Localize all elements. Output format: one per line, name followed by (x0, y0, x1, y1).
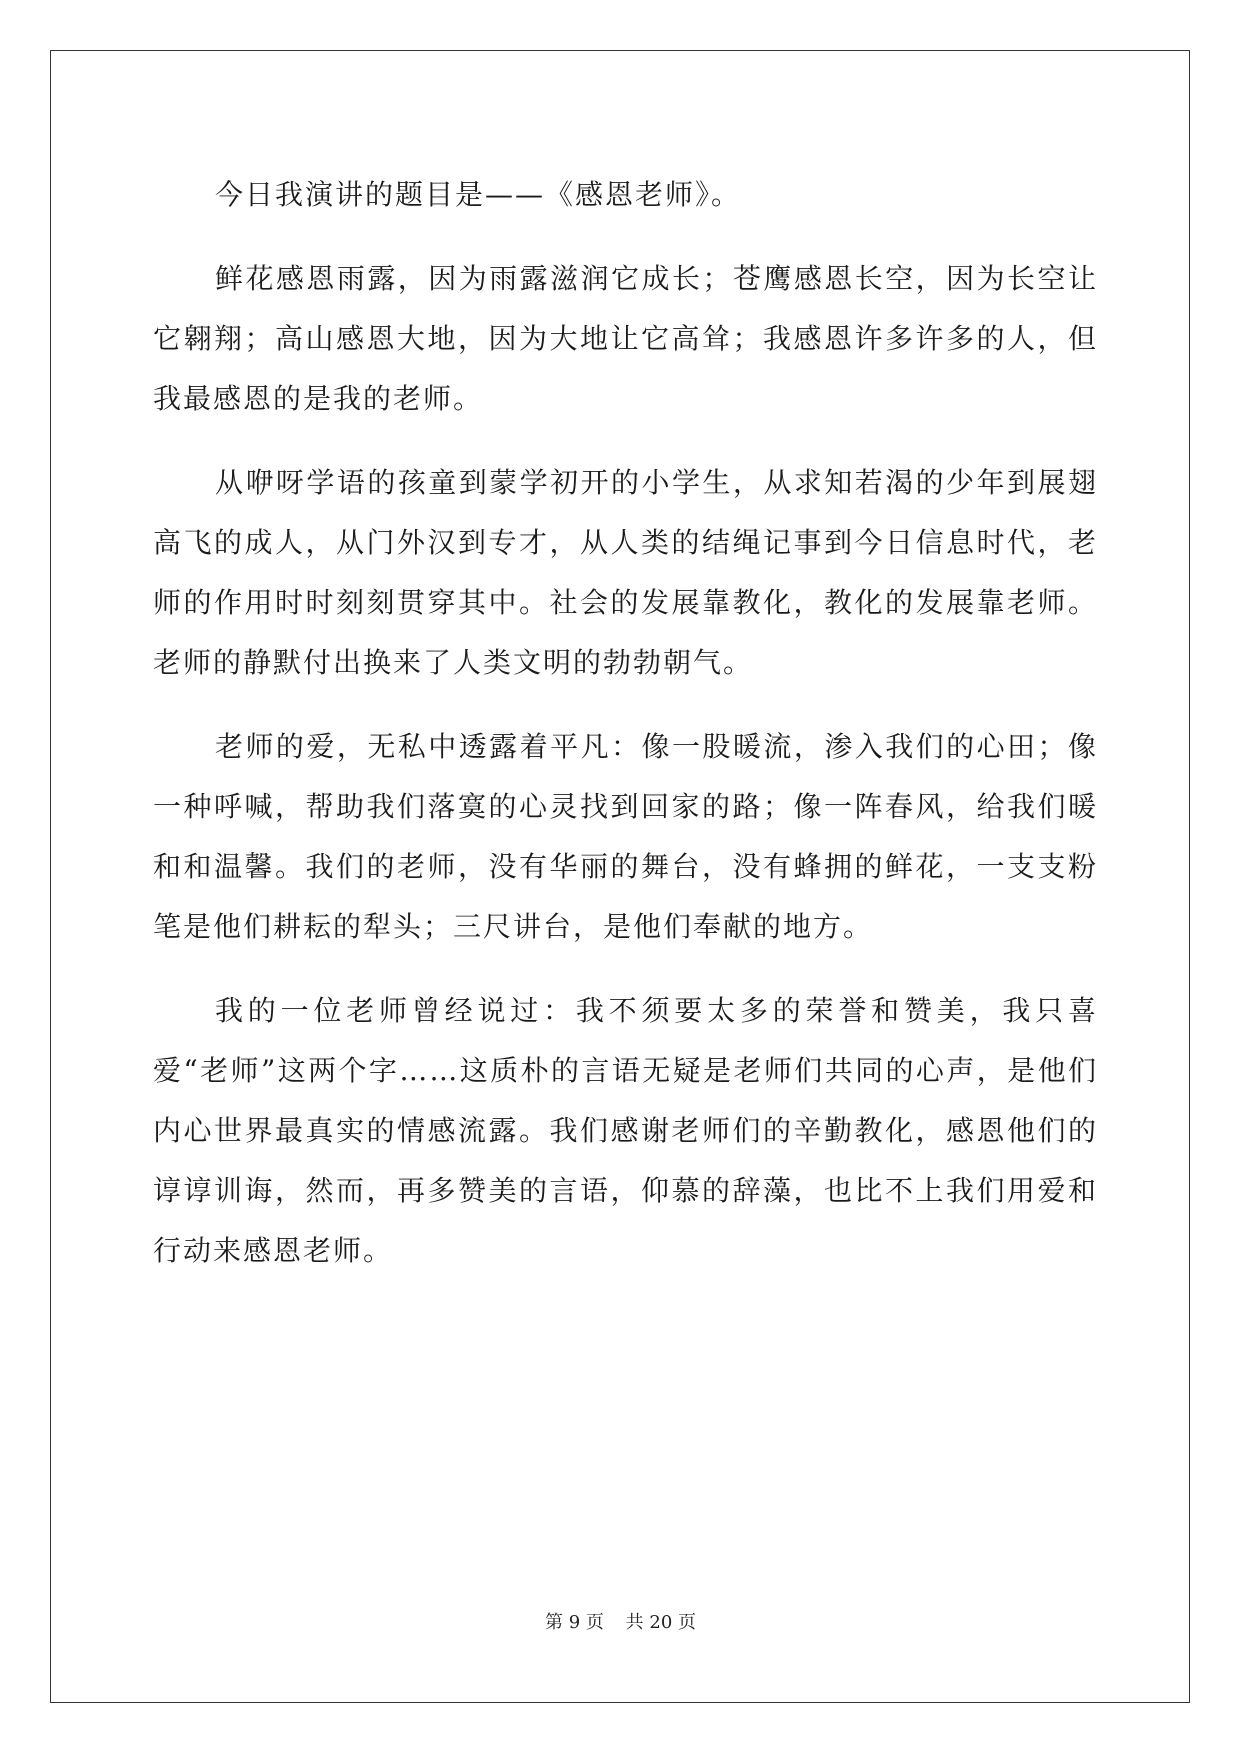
paragraph-intro: 今日我演讲的题目是——《感恩老师》。 (215, 178, 742, 211)
page-number: 第 9 页 (545, 1612, 604, 1633)
paragraph-conclusion: 我的一位老师曾经说过：我不须要太多的荣誉和赞美，我只喜爱“老师”这两个字……这质朴的言语无疑是老师们共同的心声，是他们内心世界最真实的情感流露。我们感谢老师们的辛勤教化，感恩他们的谆谆训诲，然而，再多赞美的言语，仰慕的辞藻，也比不上我们用爱和行动来感恩老师。 (153, 994, 1098, 1267)
paragraph-teacher-role: 从咿呀学语的孩童到蒙学初开的小学生，从求知若渴的少年到展翅高飞的成人，从门外汉到专才，从人类的结绳记事到今日信息时代，老师的作用时时刻刻贯穿其中。社会的发展靠教化，教化的发展靠老师。老师的静默付出换来了人类文明的勃勃朝气。 (153, 466, 1098, 679)
document-body (153, 165, 1098, 1305)
page-total: 共 20 页 (625, 1612, 696, 1633)
paragraph-gratitude: 鲜花感恩雨露，因为雨露滋润它成长；苍鹰感恩长空，因为长空让它翱翔；高山感恩大地，因为大地让它高耸；我感恩许多许多的人，但我最感恩的是我的老师。 (153, 262, 1098, 415)
page-footer (0, 1608, 1241, 1634)
paragraph-teacher-love: 老师的爱，无私中透露着平凡：像一股暖流，渗入我们的心田；像一种呼喊，帮助我们落寞的心灵找到回家的路；像一阵春风，给我们暖和和温馨。我们的老师，没有华丽的舞台，没有蜂拥的鲜花，一支支粉笔是他们耕耘的犁头；三尺讲台，是他们奉献的地方。 (153, 730, 1098, 943)
